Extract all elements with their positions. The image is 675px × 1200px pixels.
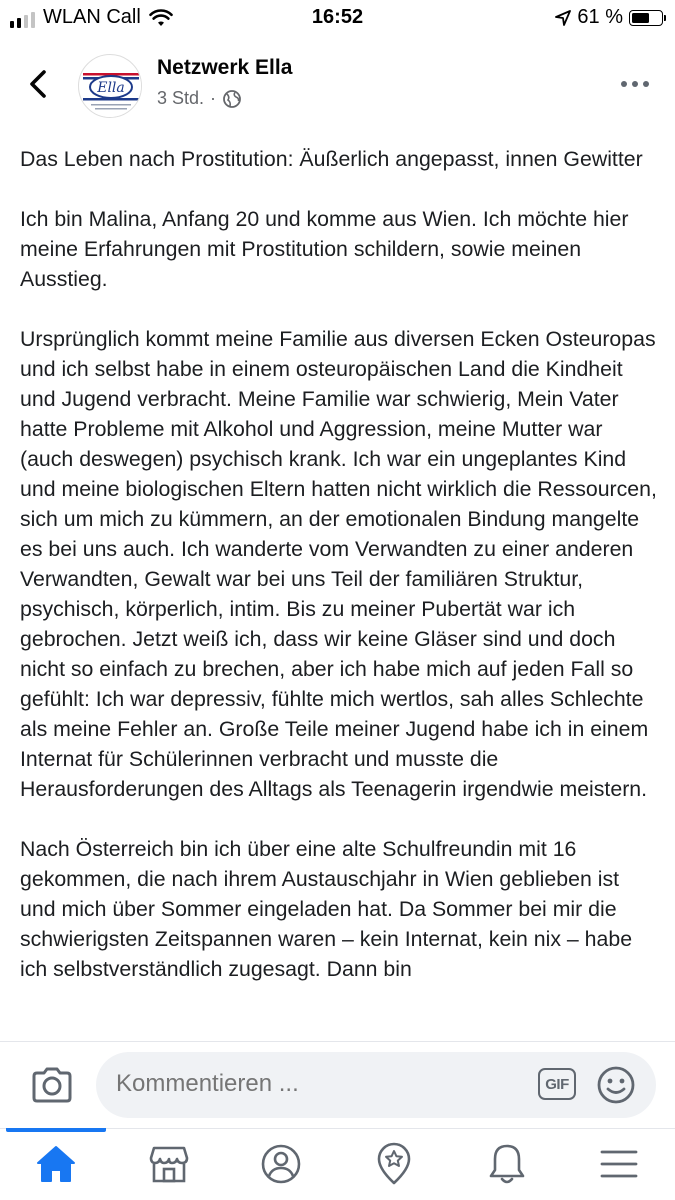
- nav-marketplace[interactable]: [144, 1141, 194, 1187]
- status-right: [555, 6, 663, 29]
- menu-icon: [600, 1148, 638, 1180]
- home-icon: [35, 1144, 77, 1184]
- bell-icon: [487, 1142, 527, 1186]
- post-meta: [157, 88, 242, 109]
- status-bar: [0, 0, 675, 36]
- nav-menu[interactable]: [594, 1141, 644, 1187]
- active-tab-indicator: [6, 1128, 106, 1132]
- location-arrow-icon: [555, 10, 571, 26]
- battery-icon: [629, 10, 663, 26]
- chevron-left-icon[interactable]: [24, 68, 52, 100]
- marketplace-icon: [148, 1144, 190, 1184]
- comment-composer: [0, 1050, 675, 1120]
- comment-input[interactable]: [116, 1070, 516, 1098]
- avatar[interactable]: [78, 54, 142, 118]
- post-timestamp[interactable]: 3 Std.: [157, 88, 205, 108]
- carrier-label: WLAN Call: [43, 6, 141, 28]
- nav-nearby[interactable]: [369, 1141, 419, 1187]
- globe-icon: [222, 89, 242, 109]
- battery-percent: 61 %: [577, 6, 623, 28]
- clock: 16:52: [311, 6, 364, 28]
- gif-button[interactable]: GIF: [538, 1068, 576, 1100]
- bottom-nav: [0, 1128, 675, 1200]
- comment-box[interactable]: [96, 1052, 656, 1118]
- post-header: [0, 48, 675, 122]
- post-paragraph: Ich bin Malina, Anfang 20 und komme aus Wien. Ich möchte hier meine Erfahrungen mit Prostitution schildern, sowie meinen Ausstieg.: [20, 207, 629, 291]
- location-star-icon: [374, 1142, 414, 1186]
- nav-notifications[interactable]: [482, 1141, 532, 1187]
- divider: [0, 1041, 675, 1042]
- page-name[interactable]: Netzwerk Ella: [157, 56, 293, 79]
- post-paragraph: Ursprünglich kommt meine Familie aus diversen Ecken Osteuropas und ich selbst habe in einem osteuropäischen Land die Kindheit und Jugend verbracht. Meine Familie war schwierig, Mein Vater hatte Probleme mit Alkohol und Aggression, meine Mutter war (auch deswegen) psychisch krank. Ich war ein ungeplantes Kind und meine biologischen Eltern hatten nicht wirklich die Ressourcen, sich um mich zu kümmern, an der emotionalen Bindung mangelte es bei uns auch. Ich wanderte vom Verwandten zu einer anderen Verwandten, Gewalt war bei uns Teil der familiären Struktur, psychisch, körperlich, intim. Bis zu meiner Pubertät war ich gebrochen. Jetzt weiß ich, dass wir keine Gläser sind und doch nicht so einfach zu brechen, aber ich habe mich auf jeden Fall so gefühlt: Ich war depressiv, fühlte mich wertlos, sah alles Schlechte als meine Fehler an. Große Teile meiner Jugend habe ich in einem Internat für Schülerinnen verbracht und musste die Herausforderungen des Alltags als Teenagerin irgendwie meistern.: [20, 327, 657, 801]
- page-logo: [79, 55, 142, 118]
- post-body: [20, 144, 660, 1040]
- meta-separator: ·: [210, 88, 217, 108]
- nav-profile[interactable]: [256, 1141, 306, 1187]
- nav-home[interactable]: [31, 1141, 81, 1187]
- post-paragraph: Nach Österreich bin ich über eine alte Schulfreundin mit 16 gekommen, die nach ihrem Austauschjahr in Wien geblieben ist und mich über Sommer eingeladen hat. Da Sommer bei mir die schwierigsten Zeitspannen waren – kein Internat, kein nix – habe ich selbstverständlich zugesagt. Dann bin: [20, 837, 633, 981]
- avatar-wordmark: Ella: [97, 80, 125, 96]
- post-paragraph: Das Leben nach Prostitution: Äußerlich angepasst, innen Gewitter: [20, 147, 643, 171]
- battery-fill: [632, 13, 649, 23]
- more-horizontal-icon[interactable]: [621, 78, 649, 90]
- profile-icon: [260, 1143, 302, 1185]
- emoji-icon[interactable]: [596, 1065, 636, 1105]
- camera-icon[interactable]: [30, 1066, 74, 1104]
